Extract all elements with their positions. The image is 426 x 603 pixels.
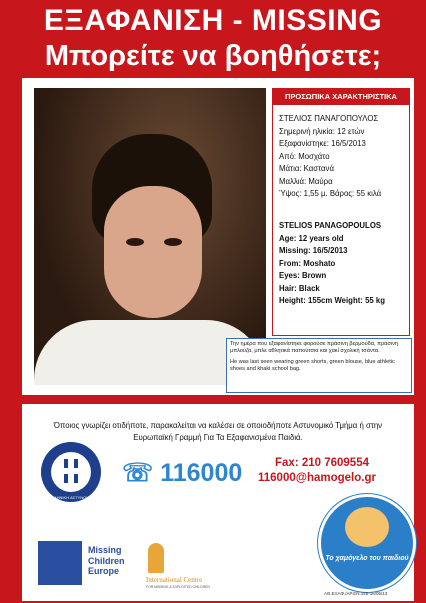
profile-english — [279, 220, 385, 308]
profile-en-line: STELIOS PANAGOPOULOS — [279, 221, 382, 230]
child-figure-icon — [148, 543, 164, 573]
mce-logo-text: Missing — [88, 545, 122, 555]
header — [0, 0, 426, 78]
clothing-description — [226, 338, 412, 393]
fax-number: Fax: 210 7609554 — [275, 457, 369, 469]
reference-number: ΑΘ.ΕΞΑΦ./ΑΡ.ΕΝ.155-16/05/13 — [324, 591, 388, 596]
profile-greek — [279, 113, 381, 201]
profile-en-line: From: Moshato — [279, 258, 336, 268]
mce-logo-text: Children — [88, 555, 125, 566]
email-address[interactable]: 116000@hamogelo.gr — [258, 472, 376, 484]
profile-en-line: Eyes: Brown — [279, 271, 327, 280]
call-line: Ευρωπαϊκή Γραμμή Για Τα Εξαφανισμένα Παιδιά. — [133, 433, 303, 442]
police-logo-text: ΕΛΛΗΝΙΚΗ ΑΣΤΥΝΟΜΙΑ — [48, 495, 94, 500]
profile-gr-line: Ύψος: 1,55 μ. Βάρος: 55 κιλά — [279, 189, 382, 198]
profile-gr-line: ΣΤΕΛΙΟΣ ΠΑΝΑΓΟΠΟΥΛΟΣ — [279, 114, 379, 123]
phone-icon: ☏ — [122, 459, 154, 487]
profile-title: ΠΡΟΣΩΠΙΚΑ ΧΑΡΑΚΤΗΡΙΣΤΙΚΑ — [272, 88, 410, 105]
mce-logo-text: Europe — [88, 566, 120, 576]
profile-en-line: Age: 12 years old — [279, 233, 344, 243]
hotline-number[interactable] — [122, 458, 242, 488]
header-subtitle: Μπορείτε να βοηθήσετε; — [44, 40, 382, 72]
profile-gr-line: Από: Μοσχάτο — [279, 151, 330, 161]
description-greek: Την ημέρα που εξαφανίστηκε φορούσε πράσινη βερμούδα, πράσινη μπλούζα, μπλε αθλητικά παπούτσια και χακί σχολική τσάντα. — [230, 341, 399, 354]
header-title: ΕΞΑΦΑΝΙΣΗ - MISSING — [43, 4, 383, 37]
call-line: Όποιος γνωρίζει οτιδήποτε, παρακαλείται να καλέσει σε οποιοδήποτε Αστυνομικό Τμήμα ή στην — [53, 421, 383, 430]
profile-en-line: Missing: 16/5/2013 — [279, 246, 348, 255]
hamogelo-logo — [318, 494, 416, 592]
profile-gr-line: Μάτια: Καστανά — [279, 164, 334, 173]
profile-gr-line: Σημερινή ηλικία: 12 ετών — [279, 126, 365, 136]
description-english: He was last seen wearing green shorts, green blouse, blue athletic shoes and khaki school bag. — [230, 359, 395, 372]
police-badge-icon — [40, 441, 102, 503]
profile-gr-line: Εξαφανίστηκε: 16/5/2013 — [279, 139, 366, 148]
profile-en-line: Height: 155cm Weight: 55 kg — [279, 296, 386, 305]
icmec-logo-text: International Centre — [146, 576, 203, 584]
hamogelo-logo-text: Το χαμόγελο του παιδιού — [325, 555, 409, 562]
profile-en-line: Hair: Black — [279, 283, 320, 293]
hotline-digits: 116000 — [160, 459, 243, 487]
icmec-logo-subtext: FOR MISSING & EXPLOITED CHILDREN — [146, 585, 210, 589]
puzzle-icon — [38, 541, 82, 585]
profile-gr-line: Μαλλιά: Μαύρα — [279, 176, 333, 186]
smiling-child-icon — [345, 507, 389, 547]
